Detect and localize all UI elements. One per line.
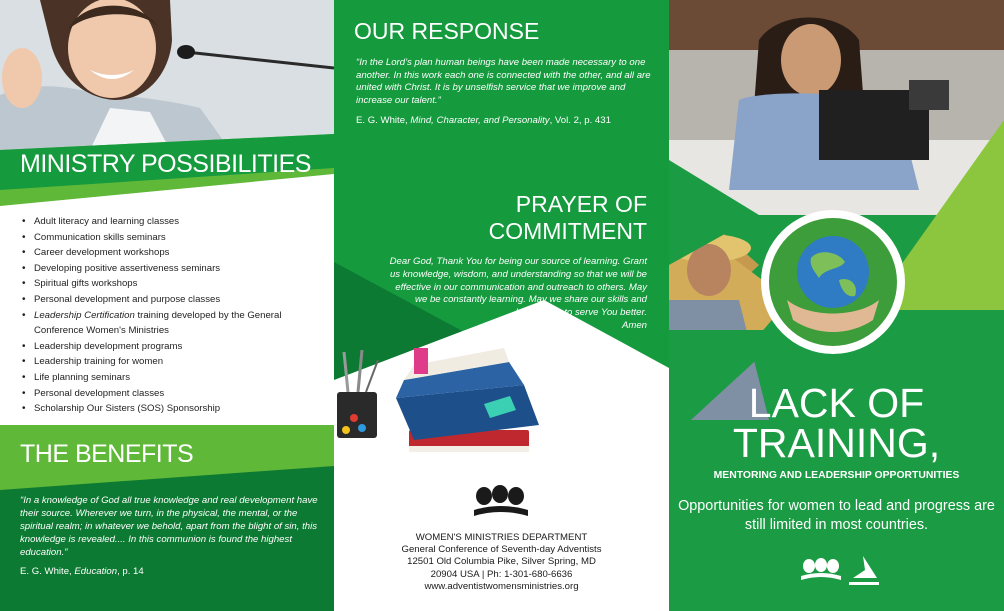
- citation-page: , Vol. 2, p. 431: [549, 115, 611, 126]
- globe-in-hands-icon: [761, 210, 905, 354]
- conference-name: General Conference of Seventh-day Adventists: [401, 544, 602, 556]
- citation-author: E. G. White,: [20, 566, 75, 577]
- list-item: • Leadership training for women: [22, 354, 312, 370]
- prayer-heading-line2: COMMITMENT: [488, 218, 647, 244]
- leadership-certification-text: Leadership Certification: [34, 309, 135, 321]
- response-quote: “In the Lord’s plan human beings have been made necessary to one another. In this work each one is connected with the other, and all are united with Christ. It is by unselfish service that we improve and increase our talent.”: [356, 57, 651, 106]
- list-item: • Personal development classes: [22, 386, 312, 402]
- list-item: • Communication skills seminars: [22, 230, 312, 246]
- title-line2: TRAINING,: [732, 420, 941, 466]
- opportunity-text: Opportunities for women to lead and progress are still limited in most countries.: [678, 498, 995, 533]
- middle-panel: [334, 0, 669, 611]
- department-name: WOMEN'S MINISTRIES DEPARTMENT: [415, 532, 588, 543]
- prayer-amen: Amen: [621, 319, 647, 331]
- benefits-heading: THE BENEFITS: [20, 440, 194, 468]
- citation-work: Education: [74, 566, 118, 577]
- benefits-citation: [20, 566, 144, 577]
- list-item: • Life planning seminars: [22, 370, 312, 386]
- department-contact: [334, 532, 669, 593]
- prayer-body: Dear God, Thank You for being our source of learning. Grant us knowledge, wisdom, and understanding so that we will be effective in our communication and outreach to others. May we be constantly learning. May we share our skills and knowledge to serve You better.: [389, 256, 647, 319]
- list-item: • Career development workshops: [22, 245, 312, 261]
- sewing-photo: [669, 0, 1004, 215]
- benefits-quote: “In a knowledge of God all true knowledge and real development have their source. Wherever we turn, in the physical, the mental, or the spiritual realm; in whatever we behold, apart from the blight of sin, this knowledge is revealed.... In this communion is found the highest education.”: [20, 495, 318, 558]
- left-panel: [0, 0, 334, 611]
- ministry-heading: MINISTRY POSSIBILITIES: [20, 150, 311, 178]
- leadership-certification-rest: training developed by the General Conference Women's Ministries: [34, 309, 282, 337]
- citation-work: Mind, Character, and Personality: [410, 115, 550, 126]
- list-item: • Scholarship Our Sisters (SOS) Sponsorship: [22, 401, 312, 417]
- ministry-list: [22, 214, 312, 417]
- lack-of-training-title: [669, 380, 1004, 466]
- womens-ministries-logo: [801, 558, 841, 580]
- response-heading: OUR RESPONSE: [354, 18, 540, 44]
- prayer-heading: [427, 191, 647, 245]
- street-address: 12501 Old Columbia Pike, Silver Spring, MD: [407, 556, 596, 568]
- title-line1: LACK OF: [748, 380, 925, 426]
- citation-page: , p. 14: [117, 566, 144, 577]
- citation-author: E. G. White,: [356, 115, 411, 126]
- list-item: • Spiritual gifts workshops: [22, 276, 312, 292]
- prayer-heading-line1: PRAYER OF: [515, 191, 647, 217]
- prayer-text: [387, 256, 647, 333]
- mentoring-subtitle: MENTORING AND LEADERSHIP OPPORTUNITIES: [713, 470, 960, 481]
- response-citation: [356, 115, 611, 126]
- right-panel: [669, 0, 1004, 611]
- list-item: • Personal development and purpose classes: [22, 292, 312, 308]
- zip-phone: 20904 USA | Ph: 1-301-680-6636: [430, 568, 573, 580]
- church-logo-icon: [849, 556, 879, 585]
- list-item: • Developing positive assertiveness seminars: [22, 261, 312, 277]
- list-item-leadership-certification: [22, 308, 312, 339]
- list-item: • Adult literacy and learning classes: [22, 214, 312, 230]
- list-item: • Leadership development programs: [22, 339, 312, 355]
- website-link[interactable]: www.adventistwomensministries.org: [424, 580, 579, 592]
- womens-ministries-logo: [474, 485, 528, 516]
